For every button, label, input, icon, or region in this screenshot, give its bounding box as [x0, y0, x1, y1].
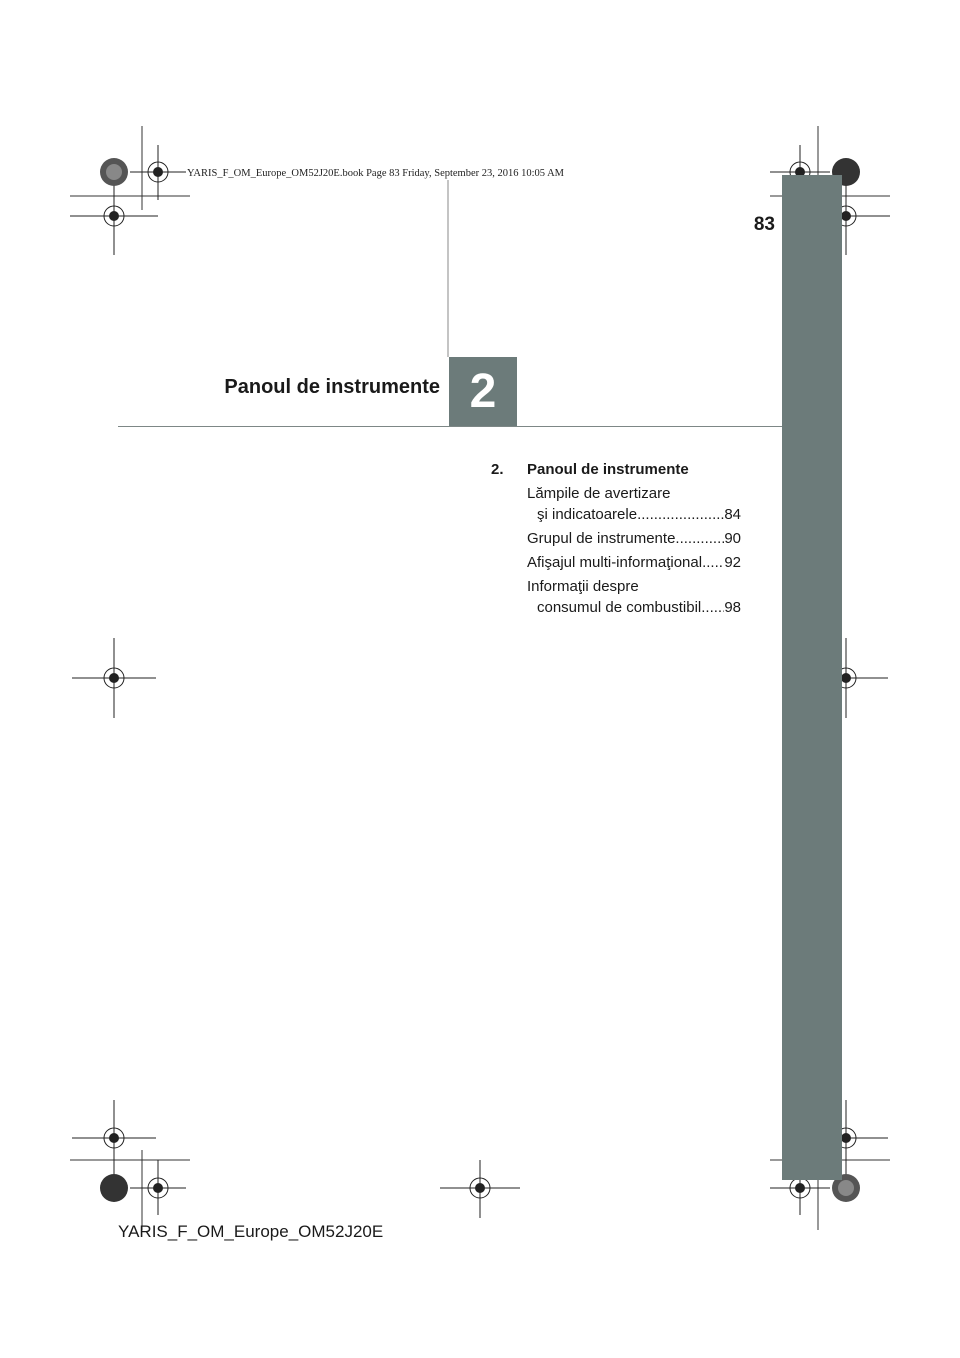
chapter-title: Panoul de instrumente [224, 376, 440, 398]
chapter-divider [118, 426, 782, 427]
toc-entry-line1: Lămpile de avertizare [527, 485, 671, 502]
toc-entry[interactable] [527, 576, 741, 618]
toc-entry-page: 92 [724, 554, 741, 571]
crosshair-target-icon [70, 145, 890, 1218]
toc-entry-line [527, 552, 741, 573]
page-number: 83 [753, 214, 775, 235]
toc-leader-dots [701, 597, 724, 618]
toc-entry-line2 [527, 597, 741, 618]
toc-leader-dots [637, 504, 724, 525]
toc-heading-number: 2. [491, 461, 504, 478]
toc-leader-dots [702, 552, 724, 573]
table-of-contents [491, 459, 741, 618]
toc-entry[interactable] [527, 552, 741, 573]
toc-leader-dots [675, 528, 724, 549]
toc-heading [491, 459, 741, 480]
starburst-target-icon [100, 158, 860, 1202]
toc-entry-text: Afişajul multi-informaţional [527, 554, 703, 571]
toc-entry-page: 90 [724, 530, 741, 547]
toc-entry-text: consumul de combustibil [537, 599, 702, 616]
toc-entry-line [527, 528, 741, 549]
toc-entry-text: şi indicatoarele [537, 506, 638, 523]
toc-entry-line1: Informaţii despre [527, 578, 639, 595]
toc-entry-line2 [527, 504, 741, 525]
toc-entry[interactable] [527, 483, 741, 525]
book-header: YARIS_F_OM_Europe_OM52J20E.book Page 83 Friday, September 23, 2016 10:05 AM [187, 168, 565, 179]
chapter-side-tab [782, 175, 842, 1180]
toc-heading-title: Panoul de instrumente [527, 461, 689, 478]
solid-target-icon [100, 158, 860, 1202]
chapter-number: 2 [469, 365, 497, 418]
model-code-footer: YARIS_F_OM_Europe_OM52J20E [118, 1222, 384, 1241]
toc-entry-page: 98 [724, 599, 741, 616]
toc-entry-text: Grupul de instrumente [527, 530, 676, 547]
toc-entry-page: 84 [724, 506, 741, 523]
toc-entry[interactable] [527, 528, 741, 549]
